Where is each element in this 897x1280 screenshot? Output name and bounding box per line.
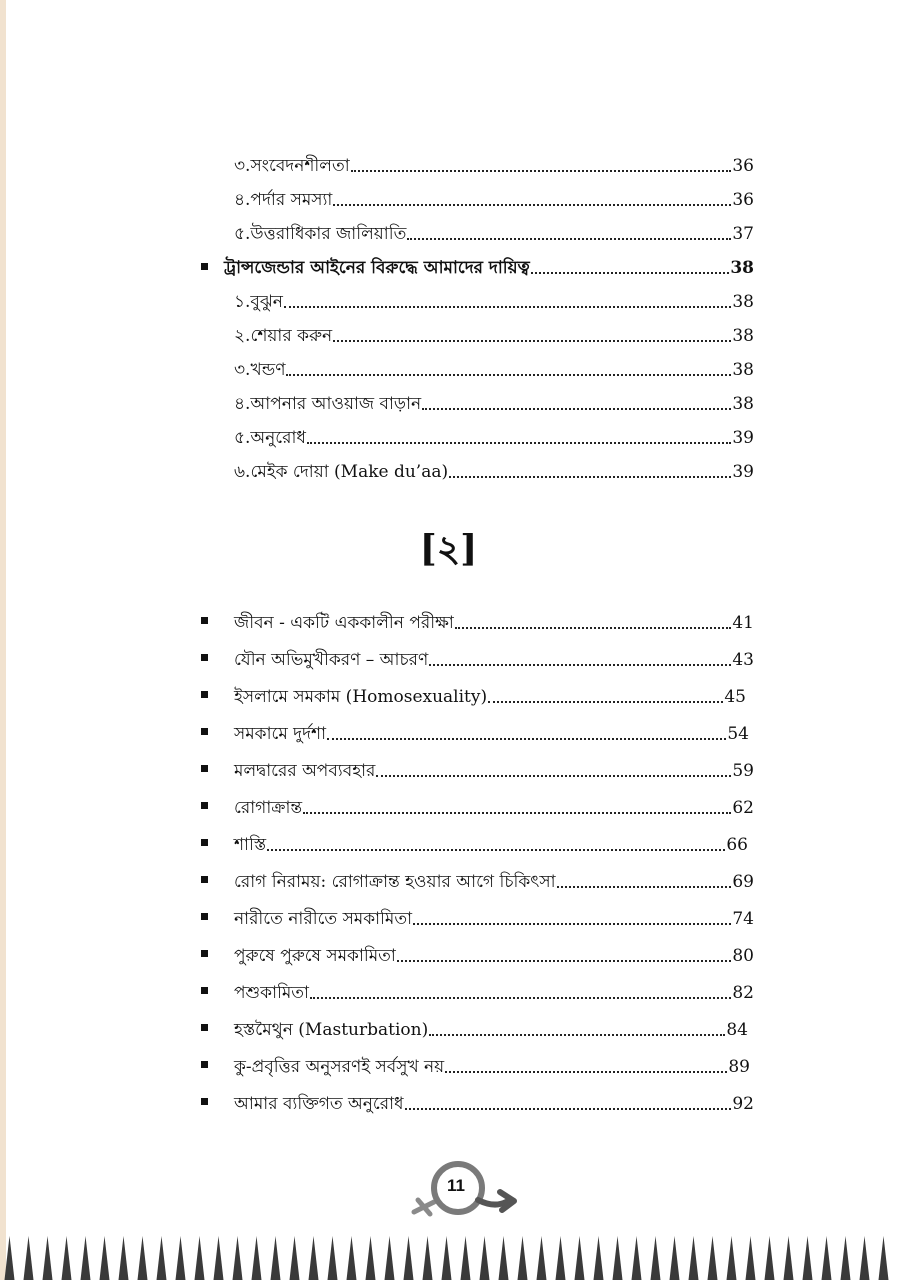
bullet-icon bbox=[201, 728, 208, 735]
footer-spike bbox=[518, 1236, 528, 1280]
toc-leader-dots bbox=[445, 1071, 727, 1073]
bullet-icon bbox=[201, 876, 208, 883]
toc-entry-page: 39 bbox=[732, 428, 754, 448]
footer-spike bbox=[746, 1236, 756, 1280]
toc-entry-page: 39 bbox=[732, 462, 754, 482]
toc-entry-label: ১.বুঝুন bbox=[234, 292, 283, 312]
toc-entry-label: আমার ব্যক্তিগত অনুরোধ bbox=[234, 1094, 404, 1114]
toc-entry[interactable] bbox=[234, 975, 754, 1003]
toc-entry[interactable] bbox=[234, 352, 754, 380]
toc-entry[interactable] bbox=[234, 605, 754, 633]
toc-leader-dots bbox=[429, 664, 731, 666]
footer-spike bbox=[822, 1236, 832, 1280]
toc-leader-dots bbox=[488, 701, 723, 703]
toc-entry-label: যৌন অভিমুখীকরণ – আচরণ bbox=[234, 650, 429, 670]
footer-spike bbox=[157, 1236, 167, 1280]
toc-entry-label: শাস্তি bbox=[234, 835, 267, 855]
footer-spike bbox=[366, 1236, 376, 1280]
toc-entry-label: রোগাক্রান্ত bbox=[234, 798, 303, 818]
toc-entry-label: ৪.আপনার আওয়াজ বাড়ান bbox=[234, 394, 422, 414]
footer-spike bbox=[100, 1236, 110, 1280]
toc-entry-page: 43 bbox=[732, 650, 754, 670]
toc-entry-label: রোগ নিরাময়: রোগাক্রান্ত হওয়ার আগে চিকিৎসা bbox=[234, 872, 556, 892]
toc-entry[interactable] bbox=[234, 827, 748, 855]
footer-spike bbox=[290, 1236, 300, 1280]
toc-entry-page: 37 bbox=[732, 224, 754, 244]
toc-entry-page: 38 bbox=[730, 258, 754, 278]
footer-spike bbox=[727, 1236, 737, 1280]
footer-spike bbox=[803, 1236, 813, 1280]
toc-entry-page: 69 bbox=[732, 872, 754, 892]
footer-spike bbox=[480, 1236, 490, 1280]
footer-spike bbox=[860, 1236, 870, 1280]
toc-entry-page: 74 bbox=[732, 909, 754, 929]
footer-spike bbox=[879, 1236, 889, 1280]
toc-entry[interactable] bbox=[234, 716, 749, 744]
footer-spike bbox=[5, 1236, 15, 1280]
footer-spike bbox=[328, 1236, 338, 1280]
toc-entry-page: 89 bbox=[728, 1057, 750, 1077]
toc-entry[interactable] bbox=[234, 938, 754, 966]
footer-spike bbox=[309, 1236, 319, 1280]
bullet-icon bbox=[201, 987, 208, 994]
toc-leader-dots bbox=[307, 442, 731, 444]
bullet-icon bbox=[201, 617, 208, 624]
toc-entry-label: ২.শেয়ার করুন bbox=[234, 326, 333, 346]
page-edge bbox=[0, 0, 6, 1280]
toc-leader-dots bbox=[310, 997, 731, 999]
toc-entry-label: জীবন - একটি এককালীন পরীক্ষা bbox=[234, 613, 454, 633]
toc-leader-dots bbox=[557, 886, 732, 888]
toc-entry-page: 62 bbox=[732, 798, 754, 818]
toc-entry-page: 92 bbox=[732, 1094, 754, 1114]
bullet-icon bbox=[201, 802, 208, 809]
toc-entry[interactable] bbox=[234, 864, 754, 892]
toc-entry[interactable] bbox=[234, 1012, 748, 1040]
toc-leader-dots bbox=[284, 306, 731, 308]
toc-entry-page: 54 bbox=[727, 724, 749, 744]
bullet-icon bbox=[201, 691, 208, 698]
toc-entry-label: ৩.সংবেদনশীলতা bbox=[234, 156, 350, 176]
toc-entry-label: পুরুষে পুরুষে সমকামিতা bbox=[234, 946, 396, 966]
toc-leader-dots bbox=[449, 476, 731, 478]
toc-entry[interactable] bbox=[234, 901, 754, 929]
toc-entry-label: মলদ্বারের অপব্যবহার bbox=[234, 761, 376, 781]
toc-entry-page: 36 bbox=[732, 156, 754, 176]
toc-entry-label: পশুকামিতা bbox=[234, 983, 309, 1003]
toc-entry[interactable] bbox=[234, 1049, 750, 1077]
footer-spike bbox=[841, 1236, 851, 1280]
bullet-icon bbox=[201, 1098, 208, 1105]
footer-spike bbox=[423, 1236, 433, 1280]
toc-entry-page: 82 bbox=[732, 983, 754, 1003]
footer-spike bbox=[214, 1236, 224, 1280]
toc-entry[interactable] bbox=[234, 420, 754, 448]
footer-spike bbox=[556, 1236, 566, 1280]
footer-spike bbox=[575, 1236, 585, 1280]
toc-entry[interactable] bbox=[234, 182, 754, 210]
toc-entry-heading[interactable] bbox=[224, 250, 754, 278]
footer-pattern bbox=[0, 1224, 897, 1280]
toc-entry-label: ৬.মেইক দোয়া (Make du’aa) bbox=[234, 462, 449, 482]
toc-entry[interactable] bbox=[234, 454, 754, 482]
footer-spike bbox=[651, 1236, 661, 1280]
footer-border bbox=[0, 1224, 897, 1280]
toc-leader-dots bbox=[351, 170, 732, 172]
bullet-icon bbox=[201, 654, 208, 661]
toc-leader-dots bbox=[333, 204, 731, 206]
bullet-icon bbox=[201, 913, 208, 920]
toc-entry[interactable] bbox=[234, 790, 754, 818]
footer-spike bbox=[594, 1236, 604, 1280]
footer-spike bbox=[43, 1236, 53, 1280]
toc-entry[interactable] bbox=[234, 318, 754, 346]
toc-entry-label: কু-প্রবৃত্তির অনুসরণই সর্বসুখ নয় bbox=[234, 1057, 445, 1077]
footer-spike bbox=[252, 1236, 262, 1280]
toc-entry-page: 84 bbox=[726, 1020, 748, 1040]
toc-entry[interactable] bbox=[234, 386, 754, 414]
toc-leader-dots bbox=[429, 1034, 725, 1036]
bullet-icon bbox=[201, 950, 208, 957]
footer-spike bbox=[765, 1236, 775, 1280]
toc-entry[interactable] bbox=[234, 216, 754, 244]
toc-entry-page: 59 bbox=[732, 761, 754, 781]
footer-spike bbox=[138, 1236, 148, 1280]
toc-leader-dots bbox=[376, 775, 731, 777]
toc-entry-label: ৫.উত্তরাধিকার জালিয়াতি bbox=[234, 224, 407, 244]
toc-leader-dots bbox=[422, 408, 731, 410]
toc-entry-page: 45 bbox=[724, 687, 746, 707]
toc-entry[interactable] bbox=[234, 642, 754, 670]
toc-leader-dots bbox=[531, 272, 730, 274]
toc-entry-page: 38 bbox=[732, 326, 754, 346]
bullet-icon bbox=[201, 839, 208, 846]
toc-entry-label: সমকামে দুর্দশা bbox=[234, 724, 327, 744]
bullet-icon bbox=[201, 1061, 208, 1068]
footer-spike bbox=[119, 1236, 129, 1280]
footer-spike bbox=[195, 1236, 205, 1280]
toc-entry-page: 38 bbox=[732, 292, 754, 312]
footer-spike bbox=[176, 1236, 186, 1280]
footer-spike bbox=[784, 1236, 794, 1280]
toc-entry-label: নারীতে নারীতে সমকামিতা bbox=[234, 909, 413, 929]
footer-spike bbox=[385, 1236, 395, 1280]
toc-leader-dots bbox=[405, 1108, 732, 1110]
footer-spike bbox=[613, 1236, 623, 1280]
footer-spike bbox=[81, 1236, 91, 1280]
footer-spike bbox=[442, 1236, 452, 1280]
toc-entry-page: 80 bbox=[732, 946, 754, 966]
toc-entry-label: ৩.খন্ডণ bbox=[234, 360, 286, 380]
toc-entry-label: ৫.অনুরোধ bbox=[234, 428, 306, 448]
toc-entry[interactable] bbox=[234, 679, 746, 707]
footer-spike bbox=[271, 1236, 281, 1280]
toc-entry[interactable] bbox=[234, 1086, 754, 1114]
page-number: 11 bbox=[447, 1176, 465, 1195]
toc-entry-label: ইসলামে সমকাম (Homosexuality) bbox=[234, 687, 488, 707]
toc-entry[interactable] bbox=[234, 148, 754, 176]
toc-leader-dots bbox=[407, 238, 731, 240]
footer-spike bbox=[233, 1236, 243, 1280]
toc-entry-page: 66 bbox=[726, 835, 748, 855]
footer-spike bbox=[461, 1236, 471, 1280]
footer-spike bbox=[347, 1236, 357, 1280]
toc-leader-dots bbox=[333, 340, 731, 342]
toc-leader-dots bbox=[267, 849, 725, 851]
toc-leader-dots bbox=[397, 960, 731, 962]
footer-spike bbox=[499, 1236, 509, 1280]
toc-entry-label: ট্রান্সজেন্ডার আইনের বিরুদ্ধে আমাদের দায়িত্ব bbox=[224, 258, 530, 278]
footer-spike bbox=[670, 1236, 680, 1280]
toc-entry-page: 38 bbox=[732, 360, 754, 380]
toc-entry[interactable] bbox=[234, 753, 754, 781]
footer-spike bbox=[62, 1236, 72, 1280]
footer-spike bbox=[404, 1236, 414, 1280]
toc-entry[interactable] bbox=[234, 284, 754, 312]
toc-entry-label: হস্তমৈথুন (Masturbation) bbox=[234, 1020, 429, 1040]
section-heading: [২] bbox=[419, 528, 478, 570]
toc-leader-dots bbox=[303, 812, 731, 814]
toc-entry-page: 41 bbox=[732, 613, 754, 633]
toc-leader-dots bbox=[286, 374, 731, 376]
bullet-icon bbox=[201, 1024, 208, 1031]
footer-spike bbox=[24, 1236, 34, 1280]
footer-spike bbox=[537, 1236, 547, 1280]
footer-spike bbox=[689, 1236, 699, 1280]
footer-spike bbox=[708, 1236, 718, 1280]
toc-leader-dots bbox=[413, 923, 731, 925]
toc-entry-label: ৪.পর্দার সমস্যা bbox=[234, 190, 333, 210]
toc-leader-dots bbox=[455, 627, 732, 629]
bullet-icon bbox=[201, 263, 208, 270]
toc-leader-dots bbox=[327, 738, 726, 740]
footer-spike bbox=[632, 1236, 642, 1280]
toc-entry-page: 36 bbox=[732, 190, 754, 210]
bullet-icon bbox=[201, 765, 208, 772]
toc-entry-page: 38 bbox=[732, 394, 754, 414]
